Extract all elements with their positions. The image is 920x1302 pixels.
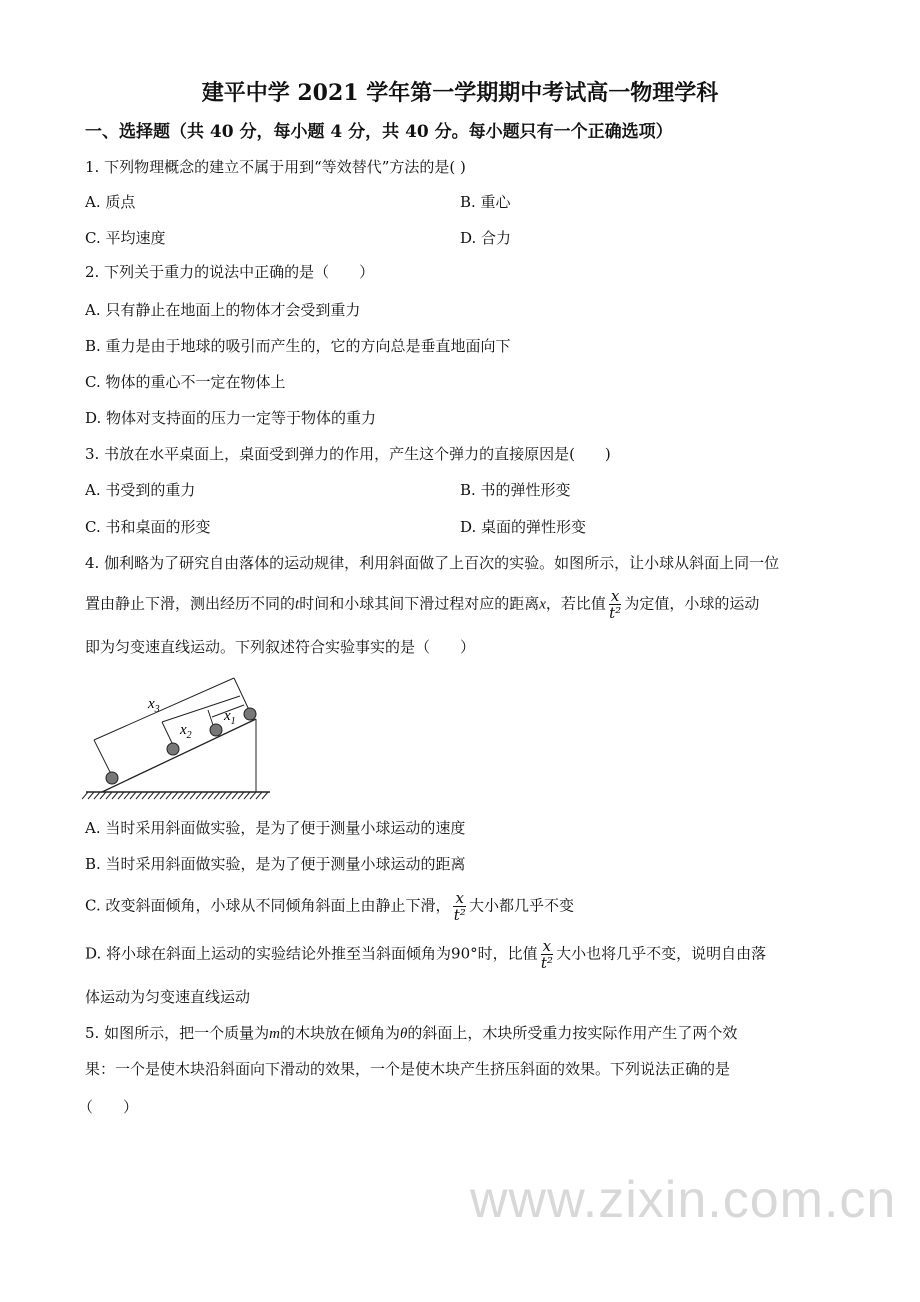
ground-hatch bbox=[238, 792, 244, 799]
ground-hatch bbox=[250, 792, 256, 799]
q1-option-c: C. 平均速度 bbox=[85, 229, 166, 247]
q2-option-c: C. 物体的重心不一定在物体上 bbox=[85, 373, 286, 391]
ground-hatch bbox=[142, 792, 148, 799]
ground-hatch bbox=[94, 792, 100, 799]
q2-option-b: B. 重力是由于地球的吸引而产生的，它的方向总是垂直地面向下 bbox=[85, 337, 511, 355]
q4-option-c: C. 改变斜面倾角，小球从不同倾角斜面上由静止下滑， $\frac{x}{\text{t²}}$ 大小都几乎不变 bbox=[85, 889, 574, 924]
q1-option-a: A. 质点 bbox=[85, 193, 136, 211]
fraction-x-over-t2: $\frac{x}{\text{t²}}$ bbox=[453, 889, 466, 924]
q3-option-c: C. 书和桌面的形变 bbox=[85, 518, 211, 536]
ground-hatch bbox=[220, 792, 226, 799]
ground-hatch bbox=[232, 792, 238, 799]
ground-hatch bbox=[124, 792, 130, 799]
q5-stem-line3: （ ） bbox=[78, 1098, 139, 1116]
ground-hatch bbox=[106, 792, 112, 799]
q4-option-d-cont: 体运动为匀变速直线运动 bbox=[85, 988, 251, 1006]
label-x1: $x_1$ bbox=[224, 708, 236, 727]
q3-option-d: D. 桌面的弹性形变 bbox=[460, 518, 587, 536]
incline-diagram bbox=[82, 672, 277, 802]
ground-hatch bbox=[172, 792, 178, 799]
watermark: www.zixin.com.cn bbox=[470, 1171, 897, 1229]
q4-stem-line2: 置由静止下滑，测出经历不同的t时间和小球其间下滑过程对应的距离x，若比值 $\frac{x}{\text{t²}}$ 为定值，小球的运动 bbox=[85, 587, 760, 622]
q1-option-d: D. 合力 bbox=[460, 229, 512, 247]
label-x3: $x_3$ bbox=[148, 696, 160, 715]
q3-option-b: B. 书的弹性形变 bbox=[460, 481, 571, 499]
ground-hatch bbox=[184, 792, 190, 799]
q5-stem-line1: 5. 如图所示，把一个质量为m的木块放在倾角为θ的斜面上，木块所受重力按实际作用产生了两个效 bbox=[85, 1024, 738, 1042]
ground-hatch bbox=[178, 792, 184, 799]
q2-option-a: A. 只有静止在地面上的物体才会受到重力 bbox=[85, 301, 361, 319]
ground-hatch bbox=[82, 792, 88, 799]
label-x2: $x_2$ bbox=[180, 722, 192, 741]
q4-option-a: A. 当时采用斜面做实验，是为了便于测量小球运动的速度 bbox=[85, 819, 466, 837]
q5-stem-line2: 果：一个是使木块沿斜面向下滑动的效果，一个是使木块产生挤压斜面的效果。下列说法正确的是 bbox=[85, 1060, 731, 1078]
ground-hatch bbox=[262, 792, 268, 799]
ground-hatch bbox=[214, 792, 220, 799]
ground-hatch bbox=[154, 792, 160, 799]
q4-stem-line3: 即为匀变速直线运动。下列叙述符合实验事实的是（ ） bbox=[85, 638, 476, 656]
ground-hatch bbox=[202, 792, 208, 799]
q4-option-b: B. 当时采用斜面做实验，是为了便于测量小球运动的距离 bbox=[85, 855, 466, 873]
q4-option-d: D. 将小球在斜面上运动的实验结论外推至当斜面倾角为90°时，比值 $\frac{x}{\text{t²}}$ 大小也将几乎不变，说明自由落 bbox=[85, 937, 767, 972]
ground-hatch bbox=[148, 792, 154, 799]
ground-hatch bbox=[190, 792, 196, 799]
ground-hatch bbox=[226, 792, 232, 799]
ground-hatch bbox=[208, 792, 214, 799]
q1-option-b: B. 重心 bbox=[460, 193, 511, 211]
ground-hatch bbox=[118, 792, 124, 799]
ground-hatch bbox=[166, 792, 172, 799]
q3-option-a: A. 书受到的重力 bbox=[85, 481, 196, 499]
q2-stem: 2. 下列关于重力的说法中正确的是（ ） bbox=[85, 263, 375, 281]
fraction-x-over-t2: $\frac{x}{\text{t²}}$ bbox=[540, 937, 553, 972]
page-title: 建平中学 2021 学年第一学期期中考试高一物理学科 bbox=[201, 80, 719, 106]
ground-hatch bbox=[130, 792, 136, 799]
section-heading: 一、选择题（共 40 分，每小题 4 分，共 40 分。每小题只有一个正确选项） bbox=[85, 122, 673, 142]
ground-hatch bbox=[196, 792, 202, 799]
ground-hatch bbox=[256, 792, 262, 799]
fraction-x-over-t2: $\frac{x}{\text{t²}}$ bbox=[609, 587, 622, 622]
q1-stem: 1. 下列物理概念的建立不属于用到“等效替代”方法的是( ) bbox=[85, 158, 466, 176]
q2-option-d: D. 物体对支持面的压力一定等于物体的重力 bbox=[85, 409, 377, 427]
ground-hatch bbox=[100, 792, 106, 799]
q3-stem: 3. 书放在水平桌面上，桌面受到弹力的作用，产生这个弹力的直接原因是( ) bbox=[85, 445, 611, 463]
ground-hatch bbox=[88, 792, 94, 799]
ground-hatch bbox=[112, 792, 118, 799]
ground-hatch bbox=[136, 792, 142, 799]
q4-stem-line1: 4. 伽利略为了研究自由落体的运动规律，利用斜面做了上百次的实验。如图所示，让小球从斜面上同一位 bbox=[85, 554, 780, 572]
ground-hatch bbox=[244, 792, 250, 799]
ground-hatch bbox=[160, 792, 166, 799]
